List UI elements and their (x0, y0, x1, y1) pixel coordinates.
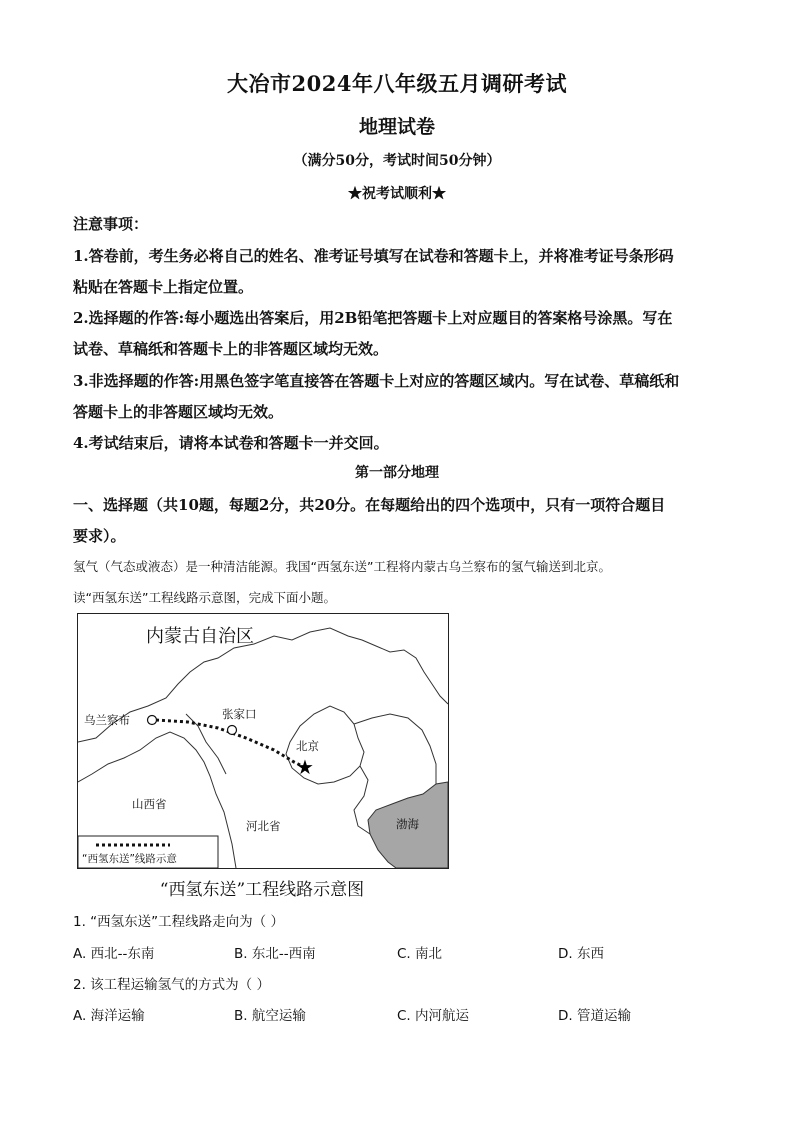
notice-line: 粘贴在答题卡上指定位置。 (73, 278, 254, 296)
province-border (354, 714, 436, 784)
city-marker-zhangjiakou (228, 726, 237, 735)
province-border (354, 766, 370, 834)
label-shanxi: 山西省 (132, 797, 167, 811)
label-wulanchabu: 乌兰察布 (84, 713, 130, 727)
q1-option-a[interactable]: A. 西北--东南 (73, 946, 155, 962)
q2-option-a[interactable]: A. 海洋运输 (73, 1008, 145, 1024)
part-instruction: 要求）。 (73, 527, 126, 545)
q1-option-b[interactable]: B. 东北--西南 (234, 946, 316, 962)
question-1-stem: 1. “西氢东送”工程线路走向为（ ） (73, 914, 284, 930)
route-map-svg (78, 614, 448, 868)
legend-label: “西氢东送”线路示意 (82, 853, 177, 865)
notice-line: 1.答卷前，考生务必将自己的姓名、准考证号填写在试卷和答题卡上，并将准考证号条形码 (73, 247, 674, 265)
score-time: （满分50分，考试时间50分钟） (293, 153, 501, 169)
part-instruction: 一、选择题（共10题，每题2分，共20分。在每题给出的四个选项中，只有一项符合题目 (73, 496, 666, 514)
notice-line: 2.选择题的作答:每小题选出答案后，用2B铅笔把答题卡上对应题目的答案格号涂黑。写在 (73, 309, 673, 327)
passage-line: 读“西氢东送”工程线路示意图，完成下面小题。 (73, 590, 336, 605)
question-2-stem: 2. 该工程运输氢气的方式为（ ） (73, 977, 270, 993)
label-beijing: 北京 (296, 739, 319, 753)
section-title: 第一部分地理 (355, 465, 439, 481)
notice-line: 答题卡上的非答题区域均无效。 (73, 403, 284, 421)
label-zhangjiakou: 张家口 (222, 707, 257, 721)
map-caption: “西氢东送”工程线路示意图 (159, 880, 365, 900)
exam-title: 大冶市2024年八年级五月调研考试 (227, 71, 567, 96)
q1-option-d[interactable]: D. 东西 (558, 946, 604, 962)
notice-line: 4.考试结束后，请将本试卷和答题卡一并交回。 (73, 434, 389, 452)
q2-option-c[interactable]: C. 内河航运 (397, 1008, 470, 1024)
q2-option-d[interactable]: D. 管道运输 (558, 1008, 631, 1024)
province-border (78, 628, 448, 742)
notice-line: 3.非选择题的作答:用黑色签字笔直接答在答题卡上对应的答题区域内。写在试卷、草稿纸和 (73, 372, 680, 390)
route-map (77, 613, 449, 869)
map-region-title: 内蒙古自治区 (146, 626, 254, 647)
passage-line: 氢气（气态或液态）是一种清洁能源。我国“西氢东送”工程将内蒙古乌兰察布的氢气输送到北京。 (73, 559, 611, 574)
label-bohai: 渤海 (396, 817, 419, 831)
good-luck: ★祝考试顺利★ (348, 186, 446, 202)
subject-title: 地理试卷 (358, 116, 435, 138)
q2-option-b[interactable]: B. 航空运输 (234, 1008, 306, 1024)
q1-option-c[interactable]: C. 南北 (397, 946, 443, 962)
notice-line: 试卷、草稿纸和答题卡上的非答题区域均无效。 (73, 340, 389, 358)
notice-heading: 注意事项： (73, 215, 149, 233)
city-marker-wulanchabu (148, 716, 157, 725)
beijing-star-icon: ★ (296, 755, 314, 779)
label-hebei: 河北省 (246, 819, 281, 833)
